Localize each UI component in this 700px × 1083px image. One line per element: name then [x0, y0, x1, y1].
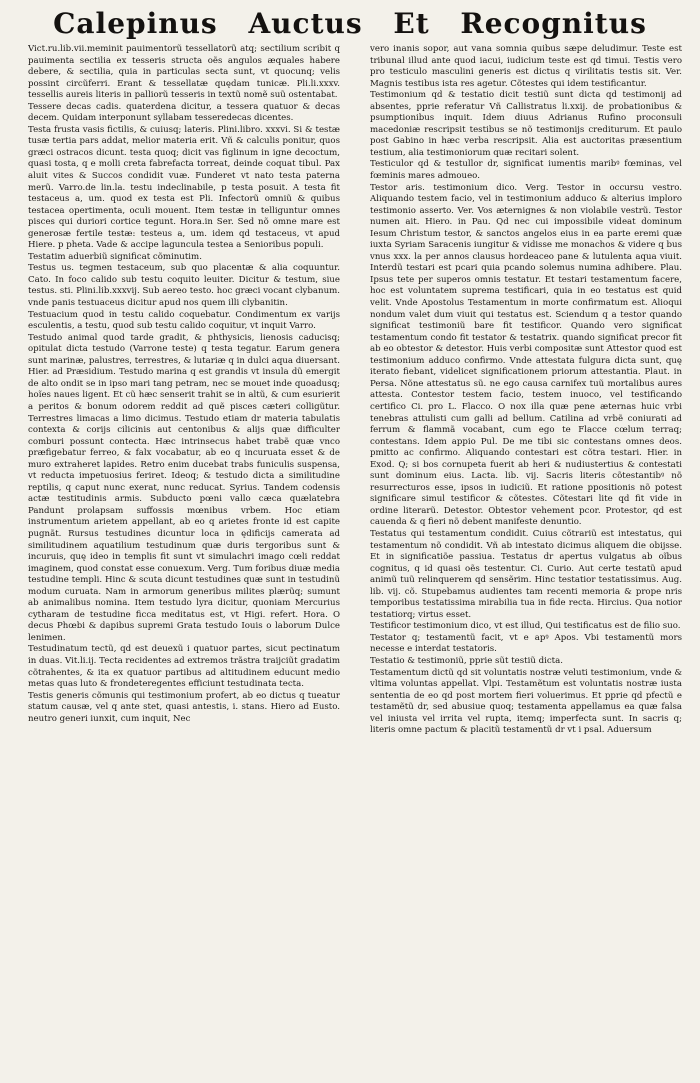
entry: Testudo animal quod tarde gradit, & phthysicis, lienosis caducisq; opitulat dicta testudo (Varrone teste) q testa tegatur. Earum genera sunt marinæ, palustres, terrestres, & lutariæ q in dulci aqua diuersant. Hier. ad Præsidium. Testudo marina q est grandis vt insula dũ emergit de alto ondit se in ipso mari tang petram, nec se mouet inde quoadusq; hoĩes naues ligent. Et cũ hæc senserit trahit se in altũ, & cum esurierit a peritos & bonum odorem reddit ad quẽ pisces cæteri colligũtur. Terrestres limacas a limo dicimus. Testudo etiam dr materia tabulatis contexta & corijs cilicinis aut centonibus & alijs quæ difficulter comburi possunt contecta. Hæc intrinsecus habet trabẽ quæ vnco præfigebatur ferreo, & falx vocabatur, ab eo q incuruata esset & de muro extraheret lapides. Retro enim ducebat trabs funiculis suspensa, vt reducta impetuosius feriret. Ideoq; & testudo dicta a similitudine reptilis, q caput nunc exerat, nunc reducat. Syrius. Tandem codensis actæ testitudinis armis. Subducto pœni vallo cæca quælatebra Pandunt prolapsam suffossis mœnibus vrbem. Hoc etiam instrumentum arietem appellant, ab eo q arietes fronte id est capite pugnãt. Rursus testudines dicuntur loca in ędificijs camerata ad similitudinem aquatilium testudinum quæ duris tergoribus sunt & incuruis, quę ideo in templis fit sunt vt simulachri imago cœli reddat imaginem, quod constat esse conuexum. Verg. Tum foribus diuæ media testudine templi. Hinc & scuta dicunt testudines quæ sunt in testudinũ modum curuata. Nam in armorum generibus milites plærũq; sumunt ab animalibus nomina. Item testudo lyra dicitur, quoniam Mercurius cytharam de testudine ficca meditatus est, vt Higi. refert. Hora. O decus Phœbi & dapibus supremi Grata testudo Iouis o laborum Dulce lenimen.	[28, 332, 340, 643]
header-word-4: Recognitus	[460, 7, 647, 40]
header-word-2: Auctus	[248, 7, 363, 40]
entry: Testatus qui testamentum condidit. Cuius cõtrariũ est intestatus, qui testamentum nõ condidit. Vñ ab intestato dicimus aliquem die obijsse. Et in significatiõe passiua. Testatus dr apertus vulgatus ab oĩbus cognitus, q id quasi oẽs testentur. Ci. Curio. Aut certe testatũ apud animũ tuũ relinquerem qd sensẽrim. Hinc testatior testatissimus. Aug. lib. vij. cõ. Stupebamus audientes tam recenti memoria & prope nris temporibus testatissima mirabilia tua in fide recta. Hircius. Qua notior testatiorq; virtus esset.	[370, 528, 682, 620]
entry: Tessere decas cadis. quaterdena dicitur, a tessera quatuor & decas decem. Quidam interponunt syllabam tesseredecas dicentes.	[28, 101, 340, 124]
entry: Testiculor qd & testullor dr, significat iumentis maribꝰ fœminas, vel fœminis mares admoueo.	[370, 159, 682, 182]
entry: Testatim aduerbiũ significat cõminutim.	[28, 251, 202, 262]
entry: Testificor testimonium dico, vt est illud, Qui testificatus est de filio suo.	[370, 621, 681, 632]
entry: Testis generis cõmunis qui testimonium profert, ab eo dictus q tueatur statum causæ, vel q ante stet, quasi antestis, i. stans. Hiero ad Eusto. neutro generi iunxit, cum inquit, Nec	[28, 690, 340, 724]
entry: Testimonium qd & testatio dicit testiũ sunt dicta qd testimonij ad absentes, pprie referatur Vñ Callistratus li.xxij. de probationibus & psumptionibus inquit. Idem diuus Adrianus Rufino proconsuli macedoniæ rescripsit testibus se nõ testimonijs crediturum. Et paulo post Gabino in hæc verba rescripsit. Alia est auctoritas præsentium testium, alia testimoniorum quæ recitari solent.	[370, 90, 682, 158]
entry: vero inanis sopor, aut vana somnia quibus sæpe deludimur. Teste est tribunal illud ante quod iacui, iudicium teste est qd timui. Testis vero pro testiculo masculini generis est dictus q virilitatis testis sit. Ver. Magnis testibus ista res agetur. Cõtestes qui idem testificantur.	[370, 44, 682, 89]
right-column	[370, 44, 682, 1044]
entry: Testus us. tegmen testaceum, sub quo placentæ & alia coquuntur. Cato. In foco calido sub testu coquito leuiter. Dicitur & testum, siue testus. sti. Plini.lib.xxxvij. Sub aereo testo. hoc græci vocant clybanum. vnde panis testuaceus dicitur apud nos quem illi clybanitin.	[28, 263, 340, 309]
running-header	[0, 6, 700, 42]
entry: Testa frusta vasis fictilis, & cuiusq; lateris. Plini.libro. xxxvi. Si & testæ tusæ tertia pars addat, melior materia erit. Vñ & calculis ponitur, quos græci ostracos dicunt. testa quoq; dicit vas figlinum in igne decoctum, quasi tosta, q e molli creta fabrefacta torreat, deinde coquat tibul. Pax aluit vites & Succos condidit vuæ. Funderet vt nato testa paterna merũ. Varro.de lin.la. testu indeclinabile, p testa posuit. A testa fit testaceus a, um. quod ex testa est Pli. Infectorũ omniũ & quibus testacea opertimenta, oculi mouent. Item testæ in telliguntur omnes pisces qui duriori cortice tegunt. Hora.in Ser. Sed nõ omne mare est generosæ fertile testæ: testeus a, um. idem qd testaceus, vt apud Hiere. p pheta. Vade & accipe laguncula testea a Senioribus populi.	[28, 124, 340, 251]
entry: Testuacium quod in testu calido coquebatur. Condimentum ex varijs esculentis, a testu, quod sub testu calido coquitur, vt inquit Varro.	[28, 309, 340, 332]
header-word-1: Calepinus	[53, 7, 218, 40]
entry: Testatio & testimoniũ, pprie sũt testiũ dicta.	[370, 655, 563, 666]
entry: Testator q; testamentũ facit, vt e apꝰ Apos. Vbi testamentũ mors necesse e interdat testatoris.	[370, 632, 682, 655]
entry: Testudinatum tectũ, qd est deuexũ i quatuor partes, sicut pectinatum in duas. Vit.li.ij. Tecta recidentes ad extremos trãstra traijciũt gradatim cõtrahentes, & ita ex quatuor partibus ad altitudinem educunt medio metas quas luto & frondeteregentes efficiunt testudinata tecta.	[28, 644, 340, 690]
left-column	[28, 44, 340, 1044]
entry: Vict.ru.lib.vii.meminit pauimentorũ tessellatorũ atq; sectilium scribit q pauimenta sectilia ex tesseris structa oẽs angulos æquales habere debere, & sectilia, quia in particulas secta sunt, vt quocunq; velis possint circũferri. Erant & tessellatæ quędam tunicæ. Pli.li.xxxv. tessellis aureis literis in palliorũ tesseris in textũ nomẽ suũ ostentabat.	[28, 44, 340, 101]
entry: Testamentum dictũ qd sit voluntatis nostræ veluti testimonium, vnde & vltima voluntas appellat. Vlpi. Testamẽtum est voluntatis nostræ iusta sententia de eo qd post mortem fieri voluerimus. Et pprie qd pfectũ e testamẽtũ dr, sed abusiue quoq; testamenta appellamus ea quæ falsa vel iniusta vel irrita vel rupta, itemq; imperfecta sunt. In sacris q; literis omne pactum & placitũ testamentũ dr vt i psal. Aduersum	[370, 667, 682, 736]
entry: Testor aris. testimonium dico. Verg. Testor in occursu vestro. Aliquando testem facio, vel in testimonium adduco & alterius imploro testimonio asserto. Ver. Vos æternignes & non violabile vestrũ. Testor numen ait. Hiero. in Pau. Qd nec cui impossibile videat dominum Iesum Christum testor, & sanctos angelos eius in ea parte eremi quæ iuxta Syriam Saracenis iungitur & vidisse me monachos & videre q bus vnus xxx. la per annos clausus hordeaceo pane & lutulenta aqua viuit. Interdũ testari est pcari quia pcando solemus numina adhibere. Plau. Ipsus tete per superos omnis testatur. Et testari testamentum facere, hoc est voluntatem suprema testificari, quia in eo testatus est quid velit. Vnde Apostolus Testamentum in morte confirmatum est. Alioqui nondum valet dum viuit qui testatus est. Sciendum q a testor quando significat testimoniũ bare fit testificor. Quando vero significat testamentum condo fit testator & testatrix. quando significat precor fit ab eo obtestor & detestor. Huis verbi compositæ sunt Attestor quod est testimonium adduco confirmo. Vnde attestata fulgura dicta sunt, quę iterato fiebant, videlicet significationem priorum attestantia. Plaut. in Persa. Nõne attestatus sũ. ne ego causa carnifex tuũ mortalibus aures attesta. Contestor testem facio, testem inuoco, vel testificando certifico Ci. pro L. Flacco. O nox illa quæ pene æternas huic vrbi tenebras attulisti cum galli ad bellum. Catilina ad vrbẽ coniurati ad ferrum & flammã vocabant, cum ego te Flacce cœlum terraq; contestans. Idem appio Pul. De me tibi sic contestans omnes deos. pmitto ac confirmo. Aliquando contestari est cõtra testari. Hier. in Exod. Q; si bos cornupeta fuerit ab heri & nudiustertius & contestati sunt dominum eius. Lacta. lib. vij. Sacris literis cõtestantibꝰ nõ resurrecturos esse, ipsos in iudiciũ. Et ratione ppositionis nõ potest significare simul testificor & cõtestes. Cõtestari lite qd fit vide in ordine literarũ. Detestor. Obtestor vehement pcor. Protestor, qd est cauenda & q fieri nõ debent manifeste denuntio.	[370, 182, 682, 528]
header-word-3: Et	[393, 7, 430, 40]
